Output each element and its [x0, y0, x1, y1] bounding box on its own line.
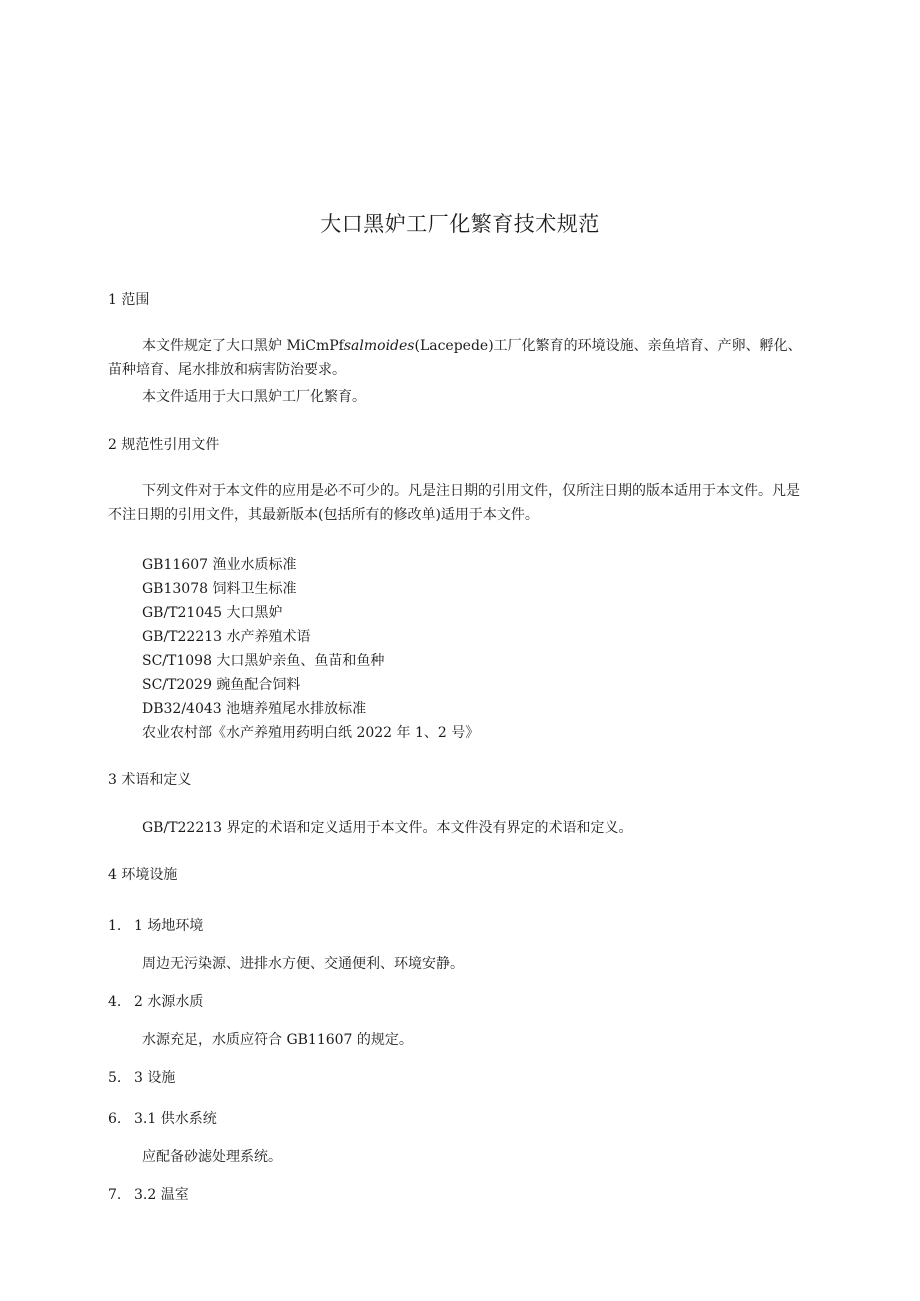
- list-number: 6.: [108, 1111, 122, 1127]
- subsection-text: 水源充足，水质应符合 GB11607 的规定。: [142, 1032, 413, 1048]
- reference-item: 农业农村部《水产养殖用药明白纸 2022 年 1、2 号》: [142, 725, 480, 741]
- reference-item: GB/T22213 水产养殖术语: [142, 629, 311, 645]
- subsection-heading: [108, 1067, 175, 1087]
- reference-item: GB13078 饲料卫生标准: [142, 581, 297, 597]
- subsection-text: 应配备砂滤处理系统。: [142, 1149, 282, 1165]
- subsection-label: 3.2 温室: [134, 1187, 189, 1203]
- reference-item: GB11607 渔业水质标准: [142, 557, 297, 573]
- scope-text-a: 本文件规定了大口黑妒 MiCmPf: [142, 338, 344, 354]
- reference-item: SC/T1098 大口黑妒亲鱼、鱼苗和鱼种: [142, 653, 385, 669]
- section-4-heading: 4 环境设施: [108, 867, 178, 883]
- subsection-label: 3.1 供水系统: [134, 1111, 217, 1127]
- subsection-label: 1 场地环境: [134, 918, 204, 934]
- subsection-label: 2 水源水质: [134, 994, 204, 1010]
- section-1-paragraph-2: 本文件适用于大口黑妒工厂化繁育。: [142, 389, 366, 405]
- list-number: 1.: [108, 918, 122, 934]
- document-title: 大口黑妒工厂化繁育技术规范: [320, 212, 600, 236]
- section-3-heading: 3 术语和定义: [108, 772, 192, 788]
- section-1-heading: 1 范围: [108, 292, 150, 308]
- section-2-heading: 2 规范性引用文件: [108, 437, 220, 453]
- reference-item: SC/T2029 豌鱼配合饲料: [142, 677, 301, 693]
- subsection-text: 周边无污染源、进排水方便、交通便利、环境安静。: [142, 956, 464, 972]
- list-number: 7.: [108, 1187, 122, 1203]
- subsection-heading: [108, 1184, 189, 1204]
- species-name: salmoides: [343, 338, 415, 354]
- subsection-heading: [108, 991, 203, 1011]
- subsection-heading: [108, 1108, 217, 1128]
- section-1-paragraph-1: [108, 334, 813, 382]
- reference-item: DB32/4043 池塘养殖尾水排放标准: [142, 701, 367, 717]
- subsection-heading: [108, 915, 203, 935]
- scope-text-c: (Lacepede)工厂化繁育的环境设施、亲鱼培育、产卵、孵化、苗种培育、尾水排放和病害防治要求。: [108, 338, 802, 378]
- section-3-paragraph-1: GB/T22213 界定的术语和定义适用于本文件。本文件没有界定的术语和定义。: [142, 820, 633, 836]
- list-number: 5.: [108, 1070, 122, 1086]
- section-2-paragraph-1: 下列文件对于本文件的应用是必不可少的。凡是注日期的引用文件，仅所注日期的版本适用于本文件。凡是不注日期的引用文件，其最新版本(包括所有的修改单)适用于本文件。: [108, 483, 800, 523]
- list-number: 4.: [108, 994, 122, 1010]
- subsection-label: 3 设施: [134, 1070, 176, 1086]
- reference-item: GB/T21045 大口黑妒: [142, 605, 283, 621]
